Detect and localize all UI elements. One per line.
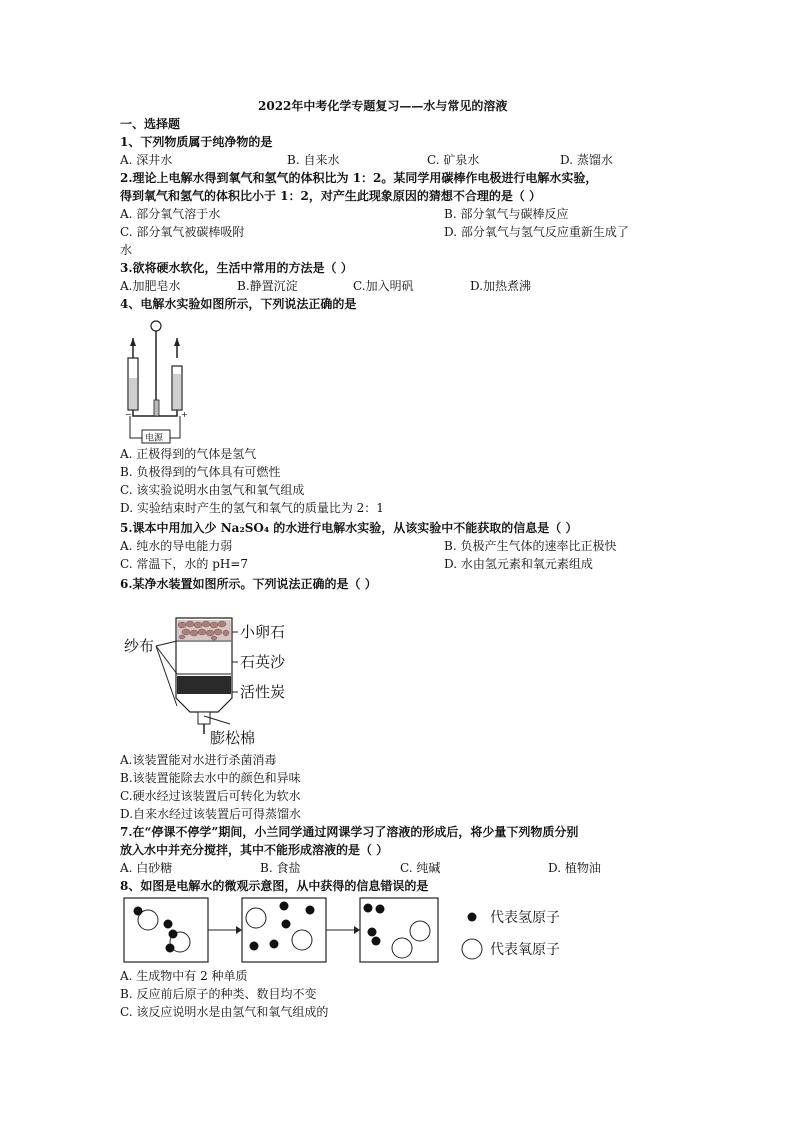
- hydrogen-atom-legend-icon: [468, 913, 477, 922]
- q4-option-b[interactable]: B. 负极得到的气体具有可燃性: [120, 465, 281, 479]
- q2-stem-line1: 2.理论上电解水得到氧气和氢气的体积比为 1：2。某同学用碳棒作电极进行电解水实验，: [120, 171, 598, 185]
- label-activated-carbon: 活性炭: [240, 683, 286, 701]
- page-title: 2022年中考化学专题复习——水与常见的溶液: [258, 99, 508, 113]
- legend-oxygen-label: 代表氧原子: [490, 942, 560, 958]
- electrolysis-micro-diagram: [118, 894, 598, 974]
- q4-option-d[interactable]: D. 实验结束时产生的氢气和氧气的质量比为 2：1: [120, 501, 384, 515]
- q8-stem: 8、如图是电解水的微观示意图，从中获得的信息错误的是: [120, 879, 429, 893]
- q1-option-d[interactable]: D. 蒸馏水: [560, 153, 613, 167]
- q7-stem-line2: 放入水中并充分搅拌，其中不能形成溶液的是（ ）: [120, 843, 389, 857]
- electrolysis-apparatus-figure: [118, 316, 198, 444]
- q8-option-b[interactable]: B. 反应前后原子的种类、数目均不变: [120, 987, 317, 1001]
- q7-stem-line1: 7.在“停课不停学”期间，小兰同学通过网课学习了溶液的形成后，将少量下列物质分别: [120, 825, 579, 839]
- svg-text:+: +: [181, 410, 188, 419]
- q6-stem: 6.某净水装置如图所示。下列说法正确的是（ ）: [120, 577, 377, 591]
- q2-option-a[interactable]: A. 部分氧气溶于水: [120, 207, 221, 221]
- q7-option-a[interactable]: A. 白砂糖: [120, 861, 173, 875]
- section-heading: 一、选择题: [120, 117, 181, 131]
- q2-option-d[interactable]: D. 部分氧气与氢气反应重新生成了: [444, 225, 629, 239]
- q5-option-a[interactable]: A. 纯水的导电能力弱: [120, 539, 233, 553]
- q5-option-b[interactable]: B. 负极产生气体的速率比正极快: [444, 539, 617, 553]
- q6-option-c[interactable]: C.硬水经过该装置后可转化为软水: [120, 789, 301, 803]
- q3-option-b[interactable]: B.静置沉淀: [237, 279, 298, 293]
- q3-stem: 3.欲将硬水软化，生活中常用的方法是（ ）: [120, 261, 353, 275]
- q3-option-d[interactable]: D.加热煮沸: [470, 279, 532, 293]
- q6-option-a[interactable]: A.该装置能对水进行杀菌消毒: [120, 753, 277, 767]
- q8-option-c[interactable]: C. 该反应说明水是由氢气和氧气组成的: [120, 1005, 329, 1019]
- power-supply-label: 电源: [145, 433, 164, 444]
- water-purifier-figure: [118, 612, 288, 752]
- q7-option-b[interactable]: B. 食盐: [260, 861, 301, 875]
- oxygen-atom-legend-icon: [462, 939, 482, 959]
- q4-stem: 4、电解水实验如图所示，下列说法正确的是: [120, 297, 357, 311]
- q2-option-b[interactable]: B. 部分氧气与碳棒反应: [444, 207, 569, 221]
- q3-option-a[interactable]: A.加肥皂水: [120, 279, 181, 293]
- q4-option-a[interactable]: A. 正极得到的气体是氢气: [120, 447, 257, 461]
- q2-option-c[interactable]: C. 部分氧气被碳棒吸附: [120, 225, 245, 239]
- q1-option-b[interactable]: B. 自来水: [287, 153, 340, 167]
- q6-option-d[interactable]: D.自来水经过该装置后可得蒸馏水: [120, 807, 302, 821]
- q1-option-c[interactable]: C. 矿泉水: [427, 153, 480, 167]
- q8-option-a[interactable]: A. 生成物中有 2 种单质: [120, 969, 248, 983]
- q1-option-a[interactable]: A. 深井水: [120, 153, 173, 167]
- q5-option-c[interactable]: C. 常温下，水的 pH=7: [120, 557, 249, 571]
- label-quartz-sand: 石英沙: [240, 653, 286, 671]
- q4-option-c[interactable]: C. 该实验说明水由氢气和氧气组成: [120, 483, 305, 497]
- svg-text:−: −: [125, 410, 132, 419]
- q7-option-c[interactable]: C. 纯碱: [400, 861, 441, 875]
- q5-stem: 5.课本中用加入少 Na₂SO₄ 的水进行电解水实验，从该实验中不能获取的信息是（ ）: [120, 521, 578, 535]
- legend-hydrogen-label: 代表氢原子: [490, 910, 560, 926]
- label-cotton: 膨松棉: [210, 729, 256, 747]
- q2-option-d-continued: 水: [120, 243, 133, 257]
- q5-option-d[interactable]: D. 水由氢元素和氧元素组成: [444, 557, 593, 571]
- q1-stem: 1、下列物质属于纯净物的是: [120, 135, 273, 149]
- q6-option-b[interactable]: B.该装置能除去水中的颜色和异味: [120, 771, 301, 785]
- q7-option-d[interactable]: D. 植物油: [548, 861, 601, 875]
- q3-option-c[interactable]: C.加入明矾: [353, 279, 414, 293]
- label-pebbles: 小卵石: [240, 623, 286, 641]
- label-gauze: 纱布: [124, 637, 155, 655]
- q2-stem-line2: 得到氧气和氢气的体积比小于 1：2，对产生此现象原因的猜想不合理的是（ ）: [120, 189, 542, 203]
